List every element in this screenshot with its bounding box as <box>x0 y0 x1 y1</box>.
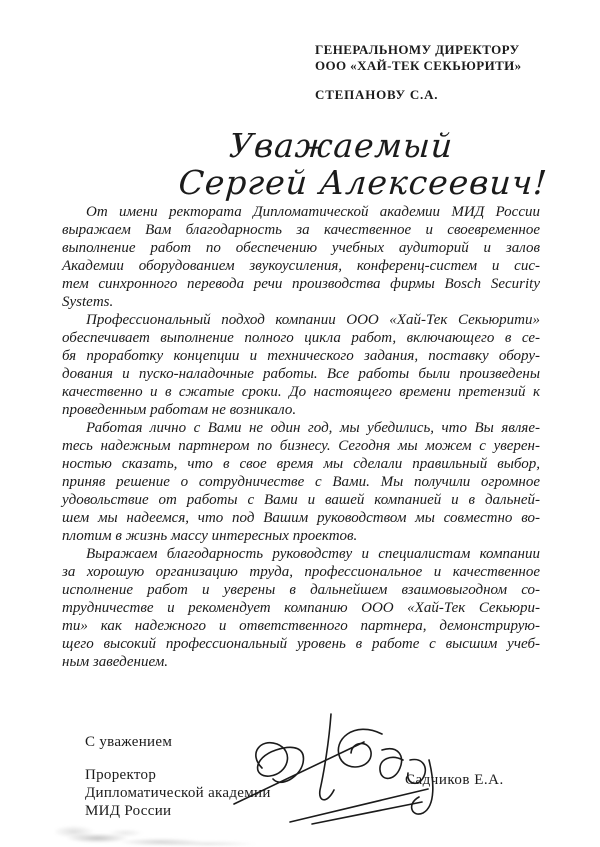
body-line: удовольствие от работы с Вами и вашей компанией и в дальней- <box>62 492 540 508</box>
recipient-title: ГЕНЕРАЛЬНОМУ ДИРЕКТОРУ <box>315 42 520 57</box>
body-line: шем мы надеемся, что под Вашим руководством мы совместно во- <box>62 510 540 526</box>
body-line: обеспечивает выполнение полного цикла работ, включающего в се- <box>62 330 540 346</box>
salutation-line-1: Уважаемый <box>227 126 455 165</box>
body-line: плотим в жизнь массу интересных проектов. <box>62 528 358 544</box>
signer-name: Садчиков Е.А. <box>405 772 504 788</box>
body-line: бя проработку концепции и технического задания, поставку обору- <box>62 348 540 364</box>
body-line: за хорошую организацию труда, профессиональное и качественное <box>62 564 540 580</box>
body-line: тесь надежным партнером по бизнесу. Сегодня мы можем с уверен- <box>62 438 540 454</box>
body-line: дования и пуско-наладочные работы. Все работы были произведены <box>62 366 540 382</box>
body-line: Профессиональный подход компании ООО «Хай-Тек Секьюрити» <box>86 312 540 328</box>
body-line: ти» как надежного и ответственного партнера, демонстрирую- <box>62 618 540 634</box>
body-line: Выражаем благодарность руководству и специалистам компании <box>86 546 540 562</box>
body-line: Академии оборудованием звукоусиления, конференц-систем и сис- <box>62 258 540 274</box>
body-line: качественно и в сжатые сроки. До настоящего времени претензий к <box>62 384 540 400</box>
body-line: трудничестве и рекомендует компанию ООО «Хай-Тек Секьюри- <box>62 600 540 616</box>
body-line: От имени ректората Дипломатической академии МИД России <box>86 204 540 220</box>
signer-title-line: Проректор <box>85 767 157 783</box>
salutation <box>147 127 552 201</box>
body-line: щего высокий профессиональный уровень в работе с высшим учеб- <box>62 636 540 652</box>
body-line: ностью сказать, что в свое время мы сделали правильный выбор, <box>62 456 540 472</box>
body-line: выражаем Вам благодарность за качественное и своевременное <box>62 222 540 238</box>
body-line: проведенным работам не возникало. <box>62 402 297 418</box>
letter-body <box>62 203 540 671</box>
signer-title-line: Дипломатической академии <box>85 785 271 801</box>
signer-title-line: МИД России <box>85 803 172 819</box>
scan-smudge <box>55 820 290 846</box>
body-line: Systems. <box>62 294 114 310</box>
recipient-name: СТЕПАНОВУ С.А. <box>315 87 439 102</box>
body-line: ным заведением. <box>62 654 169 670</box>
salutation-line-2: Сергей Алексеевич! <box>177 163 549 202</box>
closing-regards: С уважением <box>85 734 173 750</box>
body-line: тем синхронного перевода речи производства фирмы Bosch Security <box>62 276 540 292</box>
body-line: Работая лично с Вами не один год, мы убедились, что Вы являе- <box>86 420 540 436</box>
recipient-company: ООО «ХАЙ-ТЕК СЕКЬЮРИТИ» <box>315 57 522 73</box>
body-line: выполнение работ по обеспечению учебных аудиторий и залов <box>62 240 540 256</box>
body-line: исполнение работ и уверены в дальнейшем взаимовыгодном со- <box>62 582 540 598</box>
recipient-block <box>315 42 585 103</box>
body-line: приняв решение о сотрудничестве с Вами. Мы получили огромное <box>62 474 540 490</box>
